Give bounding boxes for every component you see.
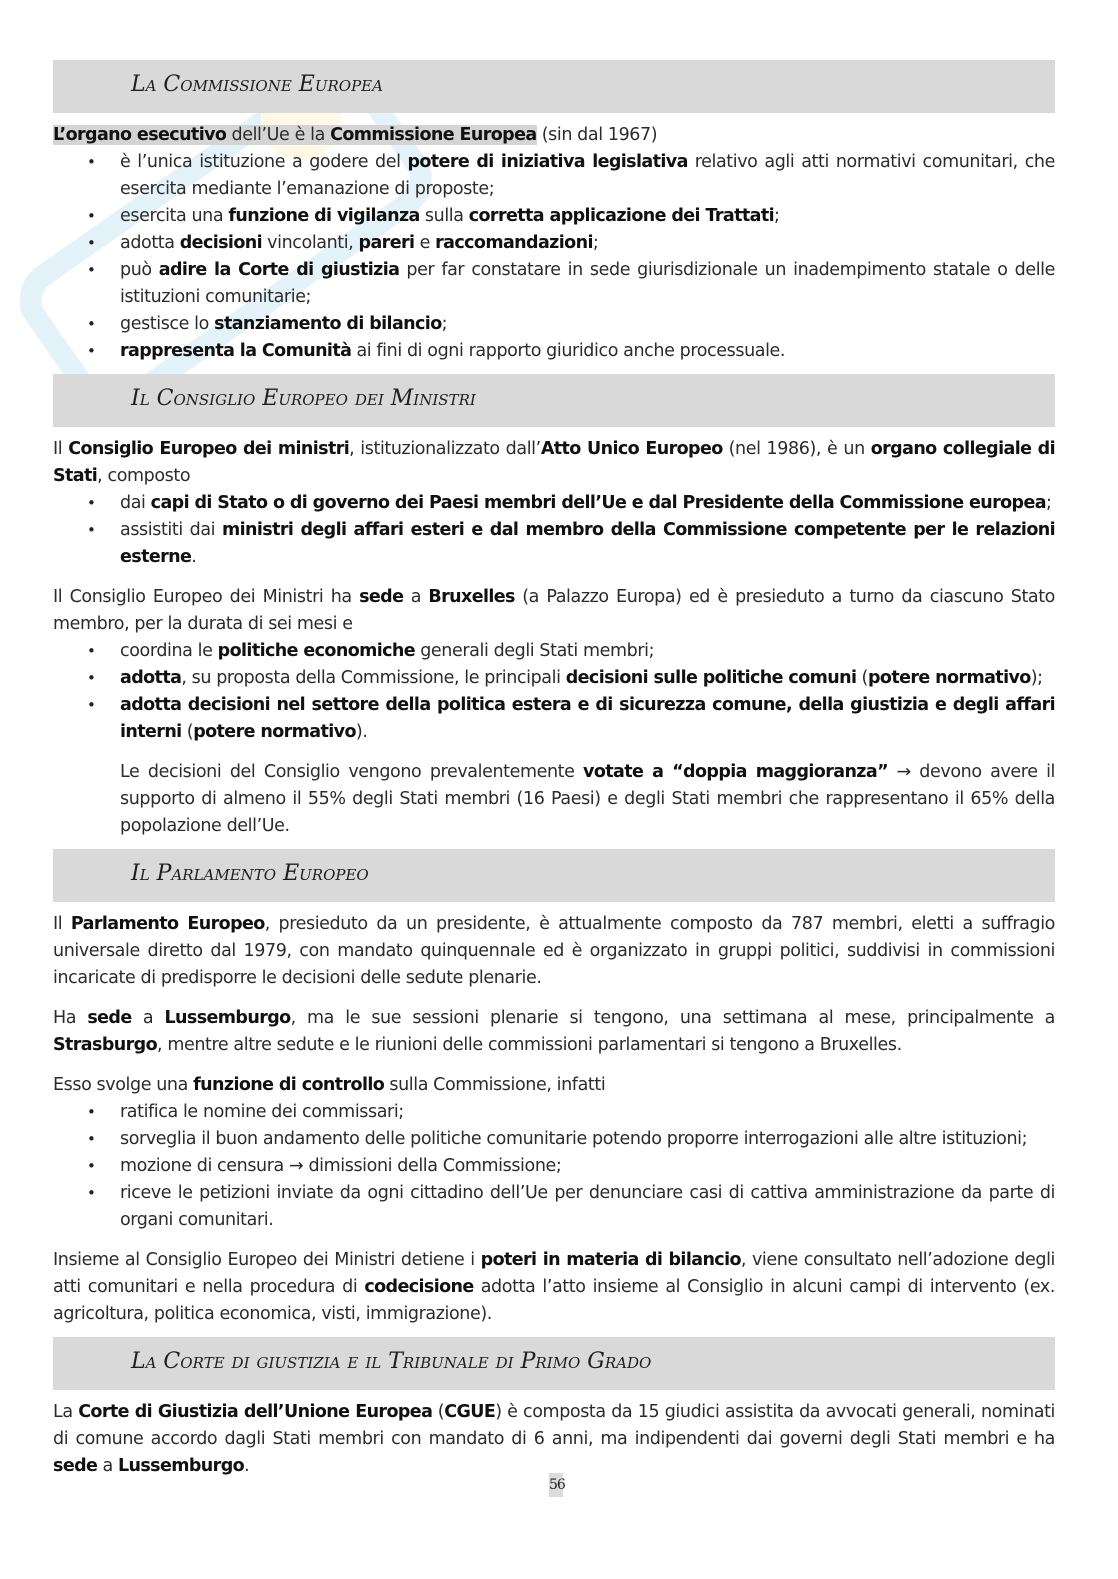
bold-term: Strasburgo	[53, 1035, 157, 1055]
bullet-list	[53, 1099, 1055, 1234]
section-heading-commissione	[53, 60, 1055, 113]
bold-term: Corte di Giustizia dell’Unione Europea	[78, 1402, 433, 1422]
bold-term: funzione di controllo	[193, 1075, 385, 1095]
text-run: ;	[774, 206, 780, 226]
text-run: (	[856, 668, 868, 688]
list-item	[120, 257, 1055, 311]
text-run: assistiti dai	[120, 520, 222, 540]
text-run: sulla Commissione, infatti	[384, 1075, 606, 1095]
bold-term: potere normativo	[867, 668, 1031, 688]
list-item	[120, 203, 1055, 230]
text-run: , viene consultato nell’adozione degli atti comunitari e nella procedura di	[53, 1250, 1055, 1297]
text-run: .	[191, 547, 197, 567]
bold-term: poteri in materia di bilancio	[480, 1250, 741, 1270]
list-item	[120, 692, 1055, 746]
text-run: adotta l’atto insieme al Consiglio in alcuni campi di intervento (ex. agricoltura, politica economica, visti, immigrazione).	[53, 1277, 1055, 1324]
bold-term: potere di iniziativa legislativa	[407, 152, 688, 172]
text-run: (	[432, 1402, 445, 1422]
text-run: mozione di censura → dimissioni della Commissione;	[120, 1156, 562, 1176]
bold-term: capi di Stato o di governo dei Paesi membri dell’Ue e dal Presidente della Commissione europea	[150, 493, 1046, 513]
text-run: riceve le petizioni inviate da ogni cittadino dell’Ue per denunciare casi di cattiva amministrazione da parte di organi comunitari.	[120, 1183, 1055, 1230]
text-run: Il Consiglio Europeo dei Ministri ha	[53, 587, 360, 607]
list-item	[120, 665, 1055, 692]
paragraph	[53, 1072, 1055, 1099]
paragraph	[53, 436, 1055, 490]
bold-term: votate a “doppia maggioranza”	[583, 762, 889, 782]
bold-term: decisioni sulle politiche comuni	[565, 668, 857, 688]
text-run: Ha	[53, 1008, 88, 1028]
document-page	[53, 60, 1055, 1480]
text-run: a	[97, 1456, 118, 1476]
bold-term: decisioni	[179, 233, 263, 253]
text-run: può	[120, 260, 159, 280]
text-run: Il	[53, 914, 71, 934]
list-item	[120, 230, 1055, 257]
paragraph	[53, 1005, 1055, 1059]
text-run: adotta	[120, 233, 180, 253]
heading-text: Il Parlamento Europeo	[131, 861, 369, 886]
text-run: sorveglia il buon andamento delle politiche comunitarie potendo proporre interrogazioni alle altre istituzioni;	[120, 1129, 1028, 1149]
paragraph	[53, 1247, 1055, 1328]
heading-text: La Corte di giustizia e il Tribunale di Primo Grado	[131, 1349, 652, 1374]
text-run: generali degli Stati membri;	[415, 641, 655, 661]
text-run: e	[414, 233, 436, 253]
list-item	[120, 490, 1055, 517]
bold-term: sede	[87, 1008, 132, 1028]
text-run: per far constatare in sede giurisdizionale un inadempimento statale o delle istituzioni comunitarie;	[120, 260, 1056, 307]
list-item	[120, 638, 1055, 665]
bold-term: corretta applicazione dei Trattati	[468, 206, 775, 226]
text-run: (sin dal 1967)	[536, 125, 658, 145]
text-run: );	[1030, 668, 1043, 688]
bold-term: adotta decisioni nel settore della politica estera e di sicurezza comune, della giustizia e degli affari interni	[120, 695, 1055, 742]
text-run: ;	[1045, 493, 1052, 513]
bullet-list	[53, 638, 1055, 746]
section-heading-parlamento	[53, 849, 1055, 902]
list-item	[120, 1099, 1055, 1126]
text-run: a	[403, 587, 429, 607]
bold-term: rappresenta la Comunità	[120, 341, 352, 361]
text-run: Il	[53, 439, 69, 459]
text-run: sulla	[419, 206, 469, 226]
bold-term: pareri	[358, 233, 415, 253]
text-run: Insieme al Consiglio Europeo dei Ministri detiene i	[53, 1250, 481, 1270]
section-heading-consiglio	[53, 374, 1055, 427]
bold-term: potere normativo	[193, 722, 356, 742]
section-heading-corte	[53, 1337, 1055, 1390]
paragraph	[53, 584, 1055, 638]
paragraph	[53, 1399, 1055, 1480]
bold-term: ministri degli affari esteri e dal membro della Commissione competente per le relazioni esterne	[120, 520, 1056, 567]
bold-term: organo collegiale di Stati	[53, 439, 1055, 486]
text-run: vincolanti,	[262, 233, 359, 253]
paragraph	[53, 122, 1055, 149]
bold-term: funzione di vigilanza	[228, 206, 420, 226]
heading-text: Il Consiglio Europeo dei Ministri	[131, 386, 476, 411]
bold-term: Lussemburgo	[117, 1456, 245, 1476]
list-item	[120, 1126, 1055, 1153]
text-run: .	[244, 1456, 250, 1476]
list-item	[120, 149, 1055, 203]
bold-term: adotta	[120, 668, 182, 688]
list-item	[120, 311, 1055, 338]
heading-text: La Commissione Europea	[131, 72, 383, 97]
bold-term: sede	[53, 1456, 98, 1476]
text-run: coordina le	[120, 641, 218, 661]
list-item	[120, 338, 1055, 365]
page-number: 56	[549, 1473, 563, 1497]
text-run: (	[181, 722, 194, 742]
text-run: esercita una	[120, 206, 229, 226]
bullet-list	[53, 149, 1055, 365]
note-paragraph	[53, 759, 1055, 840]
bold-term: codecisione	[364, 1277, 474, 1297]
text-run: (nel 1986), è un	[722, 439, 871, 459]
bold-term: L’organo esecutivo	[53, 125, 227, 145]
text-run: ;	[441, 314, 448, 334]
text-run: , composto	[97, 466, 191, 486]
text-run: (a Palazzo Europa) ed è presieduto a turno da ciascuno Stato membro, per la durata di sei mesi e	[53, 587, 1055, 634]
text-run: ai fini di ogni rapporto giuridico anche processuale.	[351, 341, 786, 361]
bold-term: Atto Unico Europeo	[540, 439, 723, 459]
text-run: , su proposta della Commissione, le principali	[181, 668, 566, 688]
list-item	[120, 1153, 1055, 1180]
text-run: dell’Ue è la	[226, 125, 331, 145]
bold-term: stanziamento di bilancio	[214, 314, 442, 334]
bold-term: Commissione Europea	[330, 125, 537, 145]
bold-term: adire la Corte di giustizia	[158, 260, 400, 280]
text-run: gestisce lo	[120, 314, 215, 334]
bold-term: Lussemburgo	[164, 1008, 291, 1028]
text-run: è l’unica istituzione a godere del	[120, 152, 408, 172]
text-run: , istituzionalizzato dall’	[349, 439, 541, 459]
text-run: Esso svolge una	[53, 1075, 194, 1095]
text-run: , ma le sue sessioni plenarie si tengono, una settimana al mese, principalmente a	[290, 1008, 1056, 1028]
bold-term: Parlamento Europeo	[70, 914, 265, 934]
text-run: → devono avere il supporto di almeno il 55% degli Stati membri (16 Paesi) e degli Stati membri che rappresentano il 65% della popolazione dell’Ue.	[120, 762, 1055, 836]
text-run: relativo agli atti normativi comunitari, che esercita mediante l’emanazione di proposte;	[120, 152, 1055, 199]
text-run: ratifica le nomine dei commissari;	[120, 1102, 404, 1122]
list-item	[120, 1180, 1055, 1234]
text-run: ).	[355, 722, 368, 742]
paragraph	[53, 911, 1055, 992]
bold-term: sede	[359, 587, 404, 607]
bold-term: CGUE	[444, 1402, 496, 1422]
text-run: Le decisioni del Consiglio vengono prevalentemente	[120, 762, 584, 782]
text-run: , presieduto da un presidente, è attualmente composto da 787 membri, eletti a suffragio universale diretto dal 1979, con mandato quinquennale ed è organizzato in gruppi politici, suddivisi in commissioni incaricate di predisporre le decisioni delle sedute plenarie.	[53, 914, 1055, 988]
text-run: ;	[592, 233, 599, 253]
text-run: ) è composta da 15 giudici assistita da avvocati generali, nominati di comune accordo dagli Stati membri con mandato di 6 anni, ma indipendenti dai governi degli Stati membri e ha	[53, 1402, 1056, 1449]
bold-term: politiche economiche	[217, 641, 416, 661]
bold-term: Bruxelles	[428, 587, 515, 607]
bullet-list	[53, 490, 1055, 571]
text-run: dai	[120, 493, 151, 513]
text-run: a	[131, 1008, 165, 1028]
list-item	[120, 517, 1055, 571]
bold-term: raccomandazioni	[435, 233, 593, 253]
text-run: La	[53, 1402, 79, 1422]
bold-term: Consiglio Europeo dei ministri	[68, 439, 350, 459]
text-run: , mentre altre sedute e le riunioni delle commissioni parlamentari si tengono a Bruxelles.	[157, 1035, 902, 1055]
